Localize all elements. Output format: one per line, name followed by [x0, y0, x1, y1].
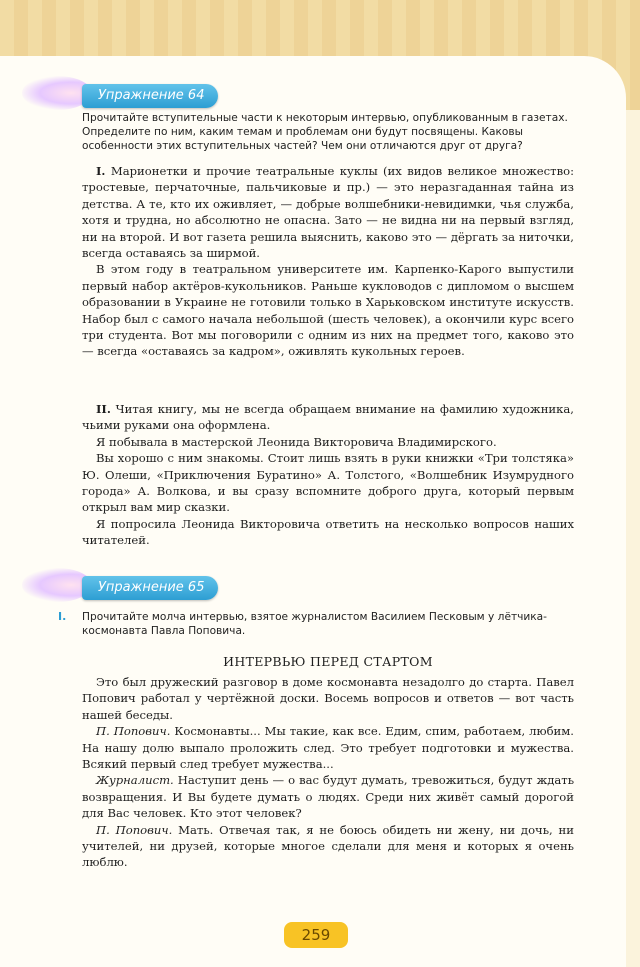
part-1-paragraph-1: Марионетки и прочие театральные куклы (их видов великое множество: тростевые, перчаточные, пальчиковые и пр.) — это неразгаданная тайна из детства. А те, кто их оживляет, — добрые волшебники-невидимки, чья служба, хотя и трудна, но абсолютно не опасна. Зато — не видна ни на первый взгляд, ни на второй. И вот газета решила выяснить, каково это — дёргать за ниточки, всегда оставаясь за ширмой.: [82, 164, 574, 261]
exercise-65-label: Упражнение 65: [82, 576, 218, 600]
exercise-65-task: Прочитайте молча интервью, взятое журналистом Василием Песковым у лётчика-космонавта Павла Поповича.: [82, 611, 547, 637]
part-2-paragraph-1: Читая книгу, мы не всегда обращаем внимание на фамилию художника, чьими руками она оформлена.: [82, 402, 574, 433]
interview-intro: Это был дружеский разговор в доме космонавта незадолго до старта. Павел Попович работал у чертёжной доски. Восемь вопросов и ответов — вот часть нашей беседы.: [82, 675, 574, 722]
dialogue-text: Мать. Отвечая так, я не боюсь обидеть ни жену, ни дочь, ни учителей, ни друзей, которые многое сделали для меня и которых я очень люблю.: [82, 822, 574, 870]
dialogue-speaker: П. Попович.: [96, 822, 173, 837]
interview-text: [82, 674, 574, 871]
exercise-64-part-2: [82, 401, 574, 549]
exercise-64-part-1: [82, 163, 574, 360]
exercise-64-ribbon: [22, 76, 212, 116]
dialogue-speaker: Журналист.: [96, 773, 174, 788]
part-2-paragraph-3: Вы хорошо с ним знакомы. Стоит лишь взять в руки книжки «Три толстяка» Ю. Олеши, «Приключения Буратино» А. Толстого, «Волшебник Изумрудного города» А. Волкова, и вы сразу вспомните доброго друга, который первым открыл вам мир сказки.: [82, 451, 574, 515]
page-number: 259: [284, 922, 348, 948]
part-1-number: I.: [96, 164, 106, 178]
exercise-64-task: Прочитайте вступительные части к некоторым интервью, опубликованным в газетах. Определите по ним, каким темам и проблемам они будут посвящены. Каковы особенности этих вступительных частей? Чем они отличаются друг от друга?: [82, 112, 568, 152]
part-2-number: II.: [96, 402, 111, 416]
part-2-paragraph-4: Я попросила Леонида Викторовича ответить на несколько вопросов наших читателей.: [82, 516, 574, 548]
exercise-64-label: Упражнение 64: [82, 84, 218, 108]
dialogue-line: [82, 723, 574, 772]
interview-title: ИНТЕРВЬЮ ПЕРЕД СТАРТОМ: [223, 654, 433, 669]
part-2-paragraph-2: Я побывала в мастерской Леонида Викторовича Владимирского.: [96, 434, 497, 449]
part-1-paragraph-2: В этом году в театральном университете им. Карпенко-Карого выпустили первый набор актёров-кукольников. Раньше кукловодов с дипломом о высшем образовании в Украине не готовили только в Харьковском институте искусств. Набор был с самого начала небольшой (шесть человек), а окончили курс всего три студента. Вот мы поговорили с одним из них на предмет того, каково это — всегда «оставаясь за кадром», оживлять кукольных героев.: [82, 262, 574, 359]
exercise-65-ribbon: [22, 568, 212, 608]
exercise-65-task-marker: I.: [58, 610, 67, 623]
dialogue-text: Космонавты... Мы такие, как все. Едим, спим, работаем, любим. На нашу долю выпало проложить след. Это требует подготовки и мужества. Всякий первый след требует мужества...: [82, 724, 574, 772]
dialogue-text: Наступит день — о вас будут думать, тревожиться, будут ждать возвращения. И Вы будете думать о людях. Среди них живёт самый дорогой для Вас человек. Кто этот человек?: [82, 773, 575, 821]
dialogue-line: [82, 822, 574, 871]
dialogue-speaker: П. Попович.: [96, 724, 171, 739]
dialogue-line: [82, 772, 574, 821]
